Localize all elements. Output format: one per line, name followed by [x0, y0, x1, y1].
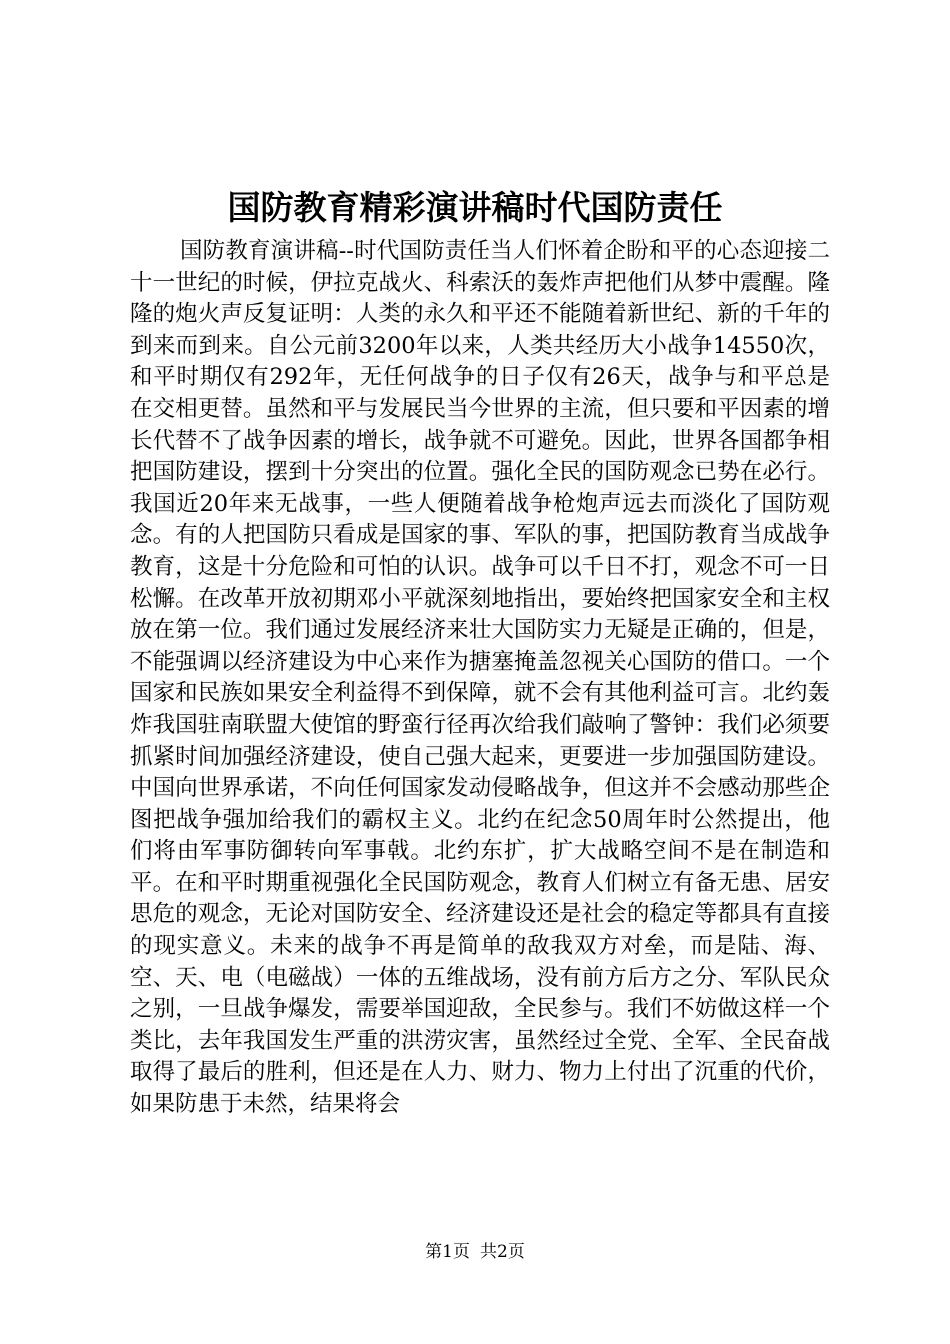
page-footer — [0, 1241, 950, 1263]
page-total: 共2页 — [480, 1242, 525, 1262]
page-number: 第1页 — [425, 1242, 470, 1262]
document-title: 国防教育精彩演讲稿时代国防责任 — [227, 188, 723, 227]
body-paragraph: 国防教育演讲稿--时代国防责任当人们怀着企盼和平的心态迎接二十一世纪的时候，伊拉克战火、科索沃的轰炸声把他们从梦中震醒。隆隆的炮火声反复证明：人类的永久和平还不能随着新世纪、新的千年的到来而到来。自公元前3200年以来，人类共经历大小战争14550次，和平时期仅有292年，无任何战争的日子仅有26天，战争与和平总是在交相更替。虽然和平与发展民当今世界的主流，但只要和平因素的增长代替不了战争因素的增长，战争就不可避免。因此，世界各国都争相把国防建设，摆到十分突出的位置。强化全民的国防观念已势在必行。我国近20年来无战事，一些人便随着战争枪炮声远去而淡化了国防观念。有的人把国防只看成是国家的事、军队的事，把国防教育当成战争教育，这是十分危险和可怕的认识。战争可以千日不打，观念不可一日松懈。在改革开放初期邓小平就深刻地指出，要始终把国家安全和主权放在第一位。我们通过发展经济来壮大国防实力无疑是正确的，但是，不能强调以经济建设为中心来作为搪塞掩盖忽视关心国防的借口。一个国家和民族如果安全利益得不到保障，就不会有其他利益可言。北约轰炸我国驻南联盟大使馆的野蛮行径再次给我们敲响了警钟：我们必须要抓紧时间加强经济建设，使自己强大起来，更要进一步加强国防建设。中国向世界承诺，不向任何国家发动侵略战争，但这并不会感动那些企图把战争强加给我们的霸权主义。北约在纪念50周年时公然提出，他们将由军事防御转向军事戟。北约东扩，扩大战略空间不是在制造和平。在和平时期重视强化全民国防观念，教育人们树立有备无患、居安思危的观念，无论对国防安全、经济建设还是社会的稳定等都具有直接的现实意义。未来的战争不再是简单的敌我双方对垒，而是陆、海、空、天、电（电磁战）一体的五维战场，没有前方后方之分、军队民众之别，一旦战争爆发，需要举国迎敌，全民参与。我们不妨做这样一个类比，去年我国发生严重的洪涝灾害，虽然经过全党、全军、全民奋战取得了最后的胜利，但还是在人力、财力、物力上付出了沉重的代价，如果防患于未然，结果将会 — [130, 238, 830, 1118]
